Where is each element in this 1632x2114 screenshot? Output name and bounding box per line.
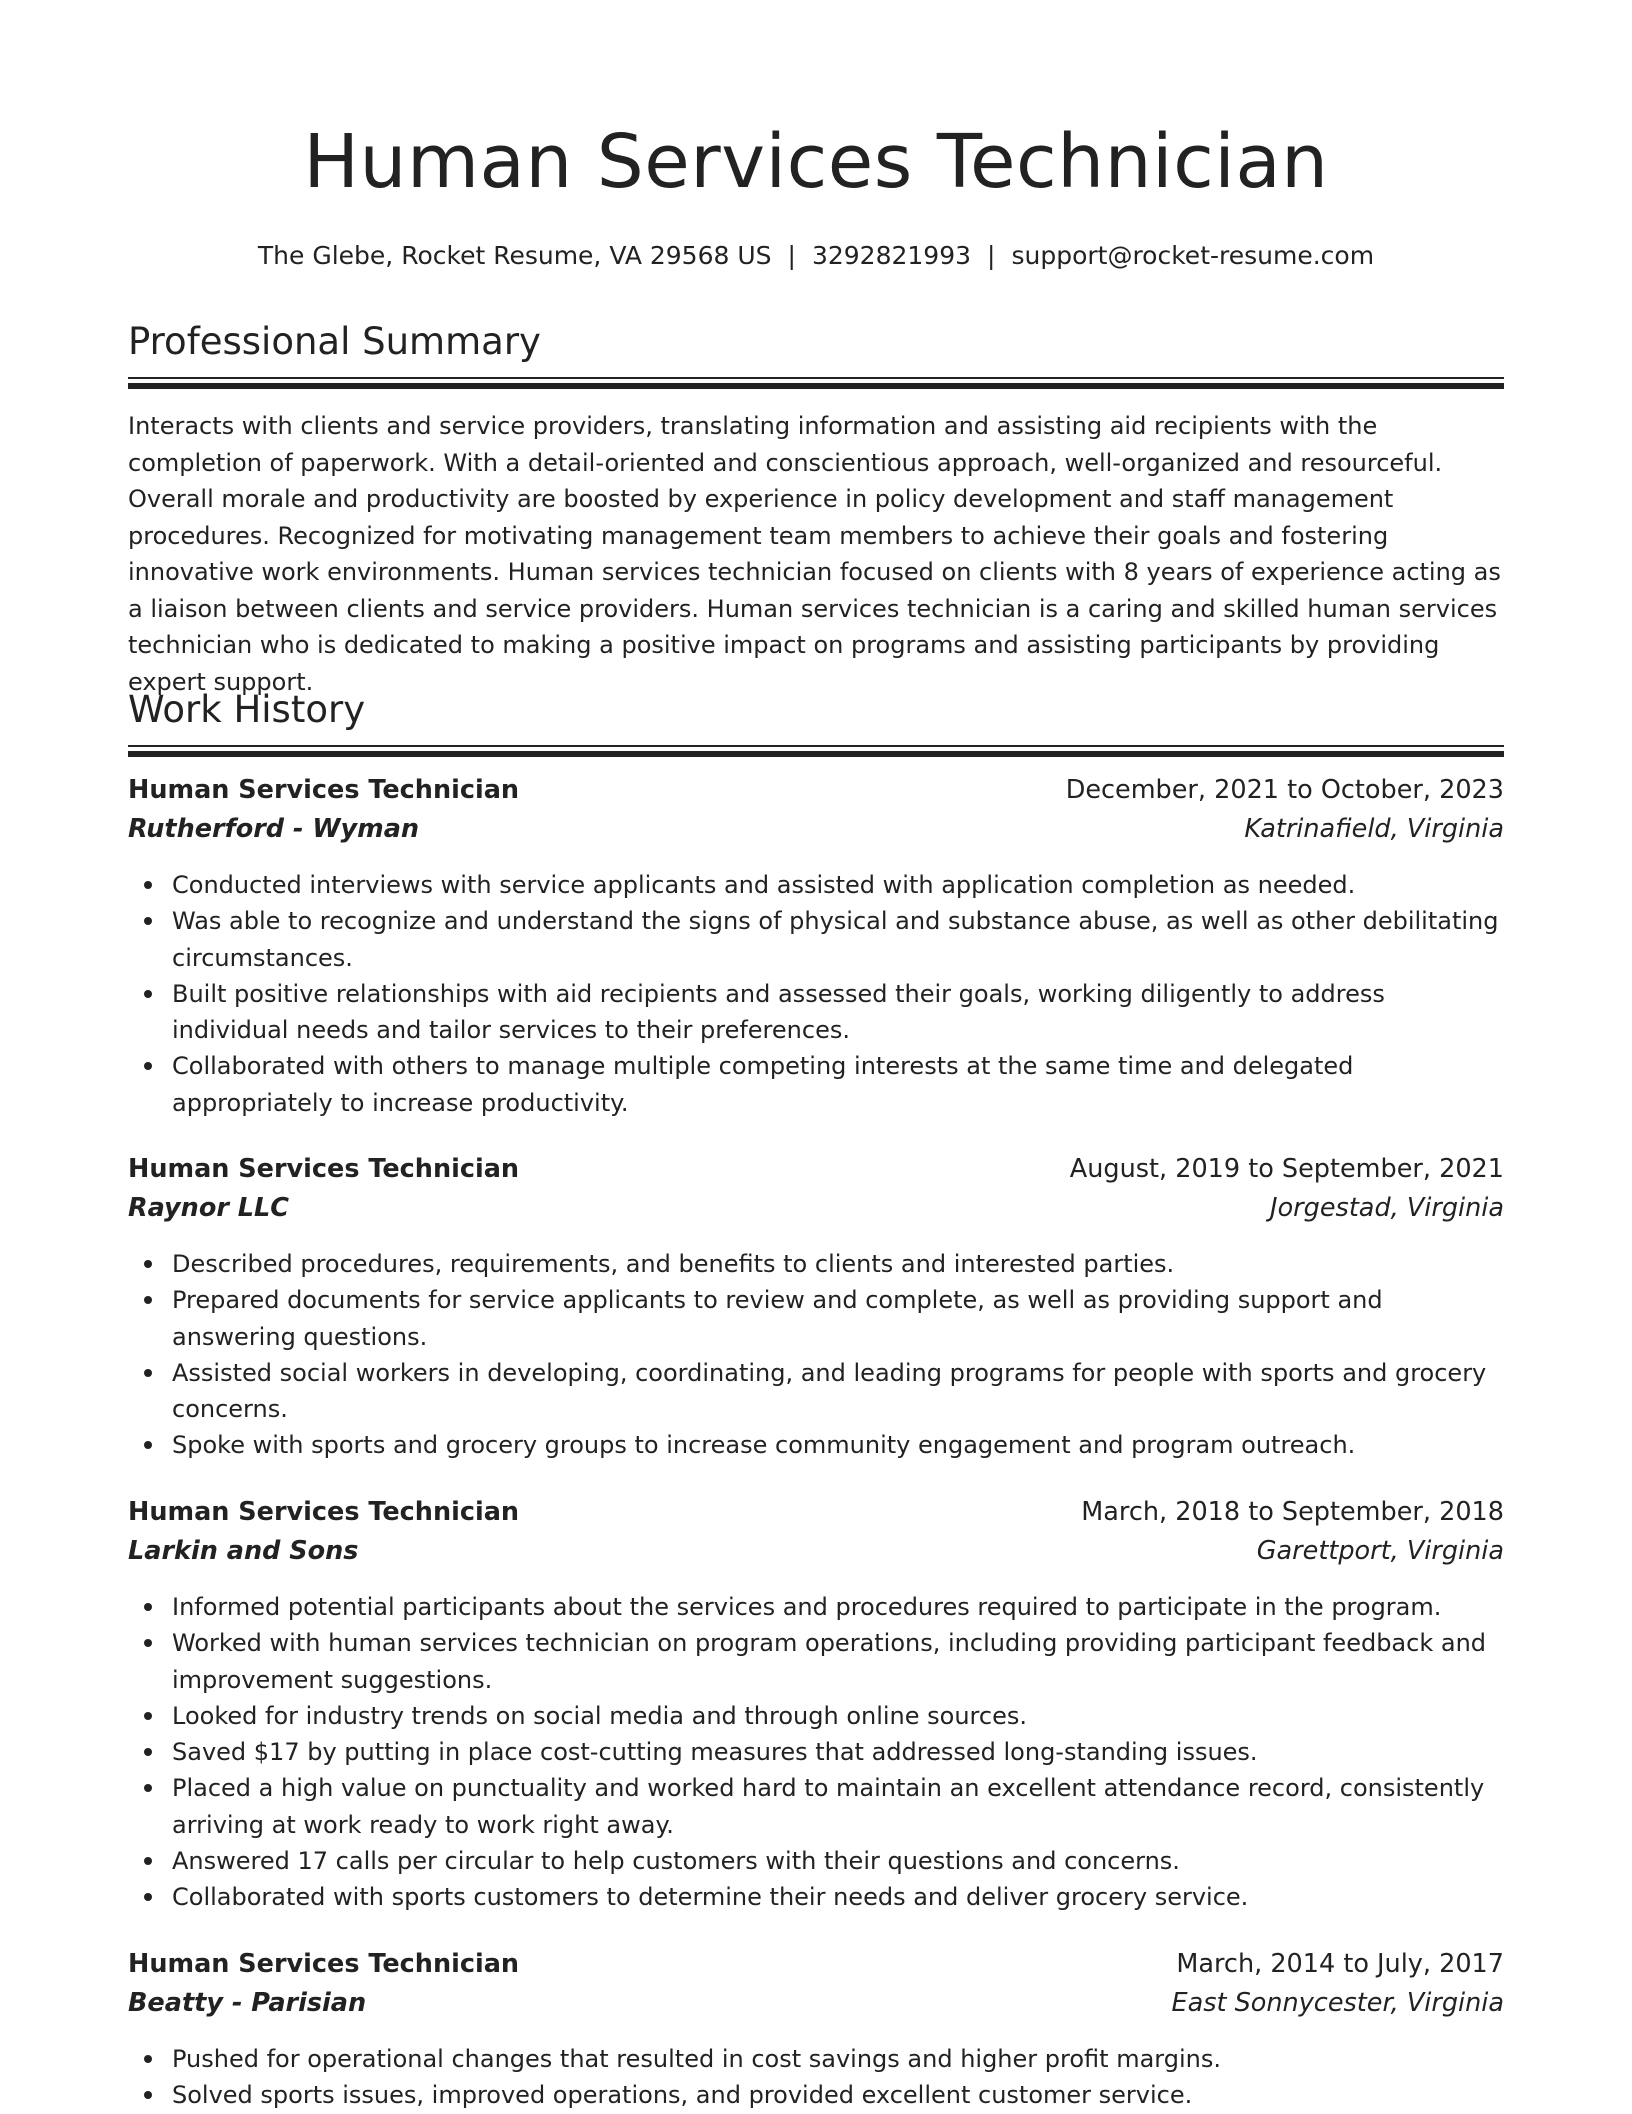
work-heading: Work History	[128, 688, 366, 731]
bullet-item	[128, 1734, 1504, 1770]
bullet-dot-icon	[144, 1893, 152, 1901]
bullet-dot-icon	[144, 1748, 152, 1756]
bullet-dot-icon	[144, 1639, 152, 1647]
bullet-item	[128, 1843, 1504, 1879]
job-location: Katrinafield, Virginia	[1244, 814, 1504, 844]
job-dates: March, 2018 to September, 2018	[1081, 1497, 1504, 1527]
bullet-dot-icon	[144, 1296, 152, 1304]
summary-heading: Professional Summary	[128, 320, 541, 363]
job-bullets	[128, 1589, 1504, 1916]
bullet-text: Informed potential participants about the services and procedures required to participate in the program.	[172, 1593, 1442, 1621]
bullet-text: Prepared documents for service applicants to review and complete, as well as providing support and answering questions.	[172, 1286, 1383, 1351]
summary-section-header	[128, 320, 1504, 364]
job-title: Human Services Technician	[128, 1154, 520, 1184]
bullet-dot-icon	[144, 917, 152, 925]
job-entry	[128, 775, 1504, 1121]
bullet-text: Collaborated with others to manage multiple competing interests at the same time and delegated appropriately to increase productivity.	[172, 1052, 1354, 1117]
bullet-item	[128, 1246, 1504, 1282]
bullet-text: Spoke with sports and grocery groups to increase community engagement and program outreach.	[172, 1431, 1356, 1460]
job-title: Human Services Technician	[128, 1497, 520, 1527]
bullet-dot-icon	[144, 1062, 152, 1070]
bullet-item	[128, 1589, 1504, 1625]
bullet-dot-icon	[144, 1784, 152, 1792]
bullet-dot-icon	[144, 2091, 152, 2099]
bullet-item	[128, 2077, 1504, 2113]
job-entry	[128, 1497, 1504, 1916]
resume-name: Human Services Technician	[303, 119, 1329, 205]
job-location: Jorgestad, Virginia	[1270, 1193, 1504, 1223]
bullet-text: Described procedures, requirements, and benefits to clients and interested parties.	[172, 1250, 1175, 1278]
bullet-dot-icon	[144, 881, 152, 889]
bullet-dot-icon	[144, 2055, 152, 2063]
bullet-dot-icon	[144, 1857, 152, 1865]
bullet-item	[128, 2041, 1504, 2077]
bullet-item	[128, 1879, 1504, 1915]
bullet-text: Pushed for operational changes that resulted in cost savings and higher profit margins.	[172, 2045, 1221, 2073]
job-title: Human Services Technician	[128, 1949, 520, 1979]
job-company: Raynor LLC	[128, 1193, 290, 1223]
bullet-text: Was able to recognize and understand the signs of physical and substance abuse, as well as other debilitating circumstances.	[172, 907, 1499, 972]
job-company: Rutherford - Wyman	[128, 814, 420, 844]
contact-email: support@rocket-resume.com	[1011, 241, 1375, 270]
bullet-dot-icon	[144, 1603, 152, 1611]
job-bullets	[128, 867, 1504, 1121]
job-location: Garettport, Virginia	[1256, 1536, 1504, 1566]
bullet-item	[128, 867, 1504, 903]
work-divider-thin	[128, 745, 1504, 747]
job-dates: December, 2021 to October, 2023	[1065, 775, 1504, 805]
bullet-text: Saved $17 by putting in place cost-cutting measures that addressed long-standing issues.	[172, 1738, 1258, 1767]
contact-separator: |	[987, 241, 996, 270]
bullet-text: Conducted interviews with service applicants and assisted with application completion as needed.	[172, 871, 1356, 899]
job-title: Human Services Technician	[128, 775, 520, 805]
bullet-dot-icon	[144, 1260, 152, 1268]
bullet-text: Worked with human services technician on program operations, including providing participant feedback and improvement suggestions.	[172, 1629, 1487, 1694]
bullet-text: Placed a high value on punctuality and worked hard to maintain an excellent attendance record, consistently arriving at work ready to work right away.	[172, 1774, 1485, 1839]
job-location: East Sonnycester, Virginia	[1171, 1988, 1504, 2018]
bullet-dot-icon	[144, 1712, 152, 1720]
summary-text: Interacts with clients and service providers, translating information and assisting aid recipients with the completion of paperwork. With a detail-oriented and conscientious approach, well-organized and resourceful. Overall morale and productivity are boosted by experience in policy development and staff management procedures. Recognized for motivating management team members to achieve their goals and fostering innovative work environments. Human services technician focused on clients with 8 years of experience acting as a liaison between clients and service providers. Human services technician is a caring and skilled human services technician who is dedicated to making a positive impact on programs and assisting participants by providing expert support.	[128, 412, 1501, 696]
bullet-item	[128, 1282, 1504, 1355]
bullet-text: Collaborated with sports customers to determine their needs and deliver grocery service.	[172, 1883, 1249, 1912]
contact-phone: 3292821993	[811, 241, 972, 270]
bullet-dot-icon	[144, 1441, 152, 1449]
contact-address: The Glebe, Rocket Resume, VA 29568 US	[257, 241, 772, 270]
bullet-dot-icon	[144, 990, 152, 998]
summary-divider-thin	[128, 377, 1504, 379]
contact-line	[128, 240, 1504, 272]
job-dates: March, 2014 to July, 2017	[1176, 1949, 1504, 1979]
bullet-text: Looked for industry trends on social media and through online sources.	[172, 1701, 1027, 1730]
work-section-header	[128, 688, 1504, 732]
bullet-item	[128, 1355, 1504, 1428]
job-dates: August, 2019 to September, 2021	[1069, 1154, 1504, 1184]
bullet-item	[128, 1625, 1504, 1698]
summary-divider-thick	[128, 383, 1504, 389]
job-bullets	[128, 1246, 1504, 1464]
bullet-item	[128, 1048, 1504, 1121]
job-company: Larkin and Sons	[128, 1536, 359, 1566]
bullet-text: Solved sports issues, improved operations, and provided excellent customer service.	[172, 2081, 1193, 2110]
bullet-item	[128, 1427, 1504, 1463]
job-entry	[128, 1949, 1504, 2114]
bullet-dot-icon	[144, 1369, 152, 1377]
bullet-item	[128, 1698, 1504, 1734]
job-entry	[128, 1154, 1504, 1464]
bullet-item	[128, 903, 1504, 976]
bullet-text: Assisted social workers in developing, coordinating, and leading programs for people with sports and grocery concerns.	[172, 1358, 1487, 1424]
bullet-item	[128, 1770, 1504, 1843]
contact-separator: |	[787, 241, 796, 270]
job-bullets	[128, 2041, 1504, 2114]
bullet-item	[128, 976, 1504, 1049]
bullet-text: Answered 17 calls per circular to help customers with their questions and concerns.	[172, 1847, 1180, 1876]
bullet-text: Built positive relationships with aid recipients and assessed their goals, working diligently to address individual needs and tailor services to their preferences.	[172, 979, 1385, 1045]
job-company: Beatty - Parisian	[128, 1988, 367, 2018]
work-divider-thick	[128, 751, 1504, 757]
